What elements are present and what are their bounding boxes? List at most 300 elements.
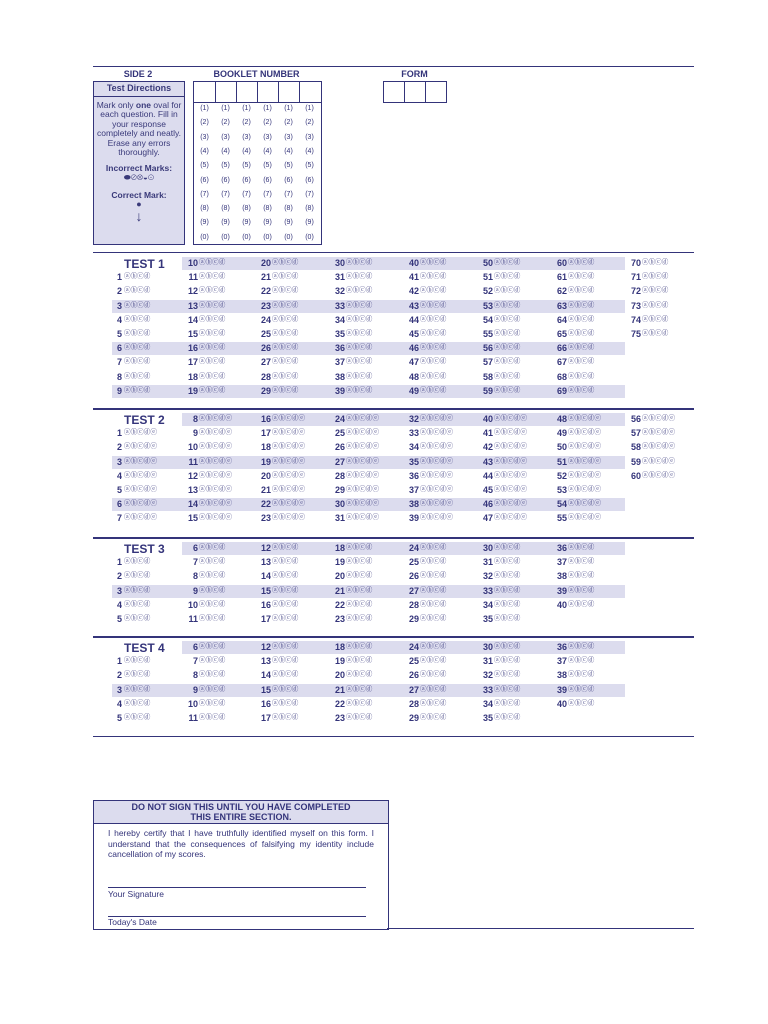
answer-ovals[interactable]: ⓐⓑⓒⓓ [199, 572, 226, 580]
answer-ovals[interactable]: ⓐⓑⓒⓓ [199, 643, 226, 650]
answer-ovals[interactable]: ⓐⓑⓒⓓ [272, 287, 299, 295]
answer-ovals[interactable]: ⓐⓑⓒⓓⓔ [199, 471, 232, 479]
answer-ovals[interactable]: ⓐⓑⓒⓓ [272, 259, 299, 266]
answer-ovals[interactable]: ⓐⓑⓒⓓ [124, 586, 151, 594]
answer-ovals[interactable]: ⓐⓑⓒⓓⓔ [124, 514, 157, 522]
grid-digit-oval[interactable]: (3) [242, 133, 251, 141]
answer-ovals[interactable]: ⓐⓑⓒⓓ [346, 643, 373, 650]
answer-ovals[interactable]: ⓐⓑⓒⓓ [568, 386, 595, 394]
answer-ovals[interactable]: ⓐⓑⓒⓓ [642, 330, 669, 337]
answer-ovals[interactable]: ⓐⓑⓒⓓⓔ [420, 486, 453, 493]
answer-ovals[interactable]: ⓐⓑⓒⓓ [346, 671, 373, 679]
grid-digit-oval[interactable]: (4) [263, 147, 272, 155]
grid-digit-oval[interactable]: (1) [221, 105, 230, 112]
grid-digit-oval[interactable]: (0) [200, 233, 209, 241]
question-number: 47 [482, 513, 493, 524]
answer-ovals[interactable]: ⓐⓑⓒⓓ [272, 615, 299, 622]
answer-ovals[interactable]: ⓐⓑⓒⓓ [568, 558, 595, 566]
answer-ovals[interactable]: ⓐⓑⓒⓓ [420, 671, 447, 679]
answer-ovals[interactable]: ⓐⓑⓒⓓⓔ [199, 443, 232, 451]
grid-digit-oval[interactable]: (9) [284, 219, 293, 227]
question-number: 51 [482, 272, 493, 283]
answer-ovals[interactable]: ⓐⓑⓒⓓ [346, 544, 373, 551]
grid-digit-oval[interactable]: (6) [200, 176, 209, 184]
answer-ovals[interactable]: ⓐⓑⓒⓓ [272, 657, 299, 665]
answer-ovals[interactable]: ⓐⓑⓒⓓ [199, 544, 226, 551]
answer-ovals[interactable]: ⓐⓑⓒⓓ [199, 372, 226, 380]
grid-digit-oval[interactable]: (2) [263, 119, 272, 127]
grid-digit-oval[interactable]: (3) [200, 133, 209, 141]
answer-ovals[interactable]: ⓐⓑⓒⓓ [346, 685, 373, 693]
grid-digit-oval[interactable]: (7) [305, 190, 314, 198]
answer-ovals[interactable]: ⓐⓑⓒⓓ [346, 558, 373, 566]
answer-ovals[interactable]: ⓐⓑⓒⓓ [199, 386, 226, 394]
answer-ovals[interactable]: ⓐⓑⓒⓓⓔ [420, 443, 453, 451]
answer-ovals[interactable]: ⓐⓑⓒⓓⓔ [494, 471, 527, 479]
answer-ovals[interactable]: ⓐⓑⓒⓓⓔ [494, 457, 527, 465]
answer-ovals[interactable]: ⓐⓑⓒⓓ [420, 315, 447, 323]
answer-ovals[interactable]: ⓐⓑⓒⓓⓔ [124, 486, 157, 493]
answer-ovals[interactable]: ⓐⓑⓒⓓ [568, 273, 595, 281]
answer-ovals[interactable]: ⓐⓑⓒⓓ [420, 330, 447, 337]
answer-ovals[interactable]: ⓐⓑⓒⓓ [568, 287, 595, 295]
answer-ovals[interactable]: ⓐⓑⓒⓓ [420, 287, 447, 295]
answer-ovals[interactable]: ⓐⓑⓒⓓ [124, 600, 151, 608]
answer-ovals[interactable]: ⓐⓑⓒⓓ [420, 685, 447, 693]
answer-ovals[interactable]: ⓐⓑⓒⓓⓔ [346, 514, 379, 522]
grid-digit-oval[interactable]: (6) [305, 176, 314, 184]
answer-ovals[interactable]: ⓐⓑⓒⓓ [272, 558, 299, 566]
grid-digit-oval[interactable]: (6) [284, 176, 293, 184]
answer-ovals[interactable]: ⓐⓑⓒⓓ [272, 699, 299, 707]
answer-ovals[interactable]: ⓐⓑⓒⓓⓔ [272, 429, 305, 437]
grid-digit-oval[interactable]: (4) [200, 147, 209, 155]
answer-ovals[interactable]: ⓐⓑⓒⓓ [199, 273, 226, 281]
answer-ovals[interactable]: ⓐⓑⓒⓓ [642, 287, 669, 295]
answer-ovals[interactable]: ⓐⓑⓒⓓ [199, 287, 226, 295]
grid-digit-oval[interactable]: (4) [221, 147, 230, 155]
grid-digit-oval[interactable]: (3) [305, 133, 314, 141]
answer-ovals[interactable]: ⓐⓑⓒⓓ [494, 386, 521, 394]
answer-ovals[interactable]: ⓐⓑⓒⓓ [494, 657, 521, 665]
answer-ovals[interactable]: ⓐⓑⓒⓓⓔ [494, 486, 527, 493]
grid-digit-oval[interactable]: (8) [263, 205, 272, 213]
answer-ovals[interactable]: ⓐⓑⓒⓓ [272, 330, 299, 337]
answer-ovals[interactable]: ⓐⓑⓒⓓⓔ [124, 443, 157, 451]
answer-ovals[interactable]: ⓐⓑⓒⓓⓔ [494, 443, 527, 451]
answer-ovals[interactable]: ⓐⓑⓒⓓ [124, 287, 151, 295]
answer-ovals[interactable]: ⓐⓑⓒⓓⓔ [272, 514, 305, 522]
answer-ovals[interactable]: ⓐⓑⓒⓓⓔ [199, 486, 232, 493]
answer-ovals[interactable]: ⓐⓑⓒⓓ [420, 344, 447, 352]
answer-ovals[interactable]: ⓐⓑⓒⓓ [272, 600, 299, 608]
answer-ovals[interactable]: ⓐⓑⓒⓓ [124, 344, 151, 352]
answer-ovals[interactable]: ⓐⓑⓒⓓ [494, 330, 521, 337]
answer-ovals[interactable]: ⓐⓑⓒⓓⓔ [642, 429, 675, 437]
grid-digit-oval[interactable]: (6) [263, 176, 272, 184]
answer-ovals[interactable]: ⓐⓑⓒⓓ [346, 315, 373, 323]
grid-digit-oval[interactable]: (9) [263, 219, 272, 227]
answer-ovals[interactable]: ⓐⓑⓒⓓⓔ [124, 457, 157, 465]
answer-ovals[interactable]: ⓐⓑⓒⓓ [199, 344, 226, 352]
answer-ovals[interactable]: ⓐⓑⓒⓓ [272, 685, 299, 693]
answer-ovals[interactable]: ⓐⓑⓒⓓⓔ [494, 429, 527, 437]
answer-ovals[interactable]: ⓐⓑⓒⓓ [494, 600, 521, 608]
answer-ovals[interactable]: ⓐⓑⓒⓓⓔ [642, 415, 675, 422]
answer-ovals[interactable]: ⓐⓑⓒⓓ [568, 259, 595, 266]
answer-ovals[interactable]: ⓐⓑⓒⓓⓔ [346, 443, 379, 451]
answer-ovals[interactable]: ⓐⓑⓒⓓⓔ [199, 500, 232, 508]
answer-ovals[interactable]: ⓐⓑⓒⓓⓔ [346, 500, 379, 508]
answer-ovals[interactable]: ⓐⓑⓒⓓ [568, 600, 595, 608]
answer-ovals[interactable]: ⓐⓑⓒⓓ [272, 386, 299, 394]
answer-ovals[interactable]: ⓐⓑⓒⓓ [420, 544, 447, 551]
question-number: 9 [192, 684, 198, 695]
answer-ovals[interactable]: ⓐⓑⓒⓓⓔ [642, 443, 675, 451]
grid-digit-oval[interactable]: (5) [263, 162, 272, 170]
grid-digit-oval[interactable]: (0) [284, 233, 293, 241]
answer-ovals[interactable]: ⓐⓑⓒⓓⓔ [199, 457, 232, 465]
answer-ovals[interactable]: ⓐⓑⓒⓓ [494, 544, 521, 551]
answer-ovals[interactable]: ⓐⓑⓒⓓ [642, 273, 669, 281]
answer-ovals[interactable]: ⓐⓑⓒⓓ [124, 699, 151, 707]
grid-digit-oval[interactable]: (1) [242, 105, 251, 112]
answer-ovals[interactable]: ⓐⓑⓒⓓ [568, 344, 595, 352]
grid-digit-oval[interactable]: (0) [221, 233, 230, 241]
answer-ovals[interactable]: ⓐⓑⓒⓓ [199, 558, 226, 566]
answer-ovals[interactable]: ⓐⓑⓒⓓⓔ [346, 486, 379, 493]
grid-digit-oval[interactable]: (2) [200, 119, 209, 127]
answer-ovals[interactable]: ⓐⓑⓒⓓⓔ [272, 415, 305, 422]
answer-ovals[interactable]: ⓐⓑⓒⓓ [642, 259, 669, 266]
answer-ovals[interactable]: ⓐⓑⓒⓓ [124, 558, 151, 566]
answer-ovals[interactable]: ⓐⓑⓒⓓ [420, 572, 447, 580]
grid-digit-oval[interactable]: (4) [305, 147, 314, 155]
answer-ovals[interactable]: ⓐⓑⓒⓓⓔ [420, 429, 453, 437]
grid-digit-oval[interactable]: (2) [305, 119, 314, 127]
question-number: 7 [116, 357, 122, 368]
answer-ovals[interactable]: ⓐⓑⓒⓓ [494, 685, 521, 693]
grid-digit-oval[interactable]: (6) [221, 176, 230, 184]
answer-ovals[interactable]: ⓐⓑⓒⓓ [346, 699, 373, 707]
answer-ovals[interactable]: ⓐⓑⓒⓓ [346, 586, 373, 594]
answer-ovals[interactable]: ⓐⓑⓒⓓ [494, 273, 521, 281]
answer-ovals[interactable]: ⓐⓑⓒⓓ [346, 657, 373, 665]
answer-ovals[interactable]: ⓐⓑⓒⓓ [124, 315, 151, 323]
answer-ovals[interactable]: ⓐⓑⓒⓓⓔ [494, 500, 527, 508]
answer-ovals[interactable]: ⓐⓑⓒⓓ [494, 671, 521, 679]
section-rule [93, 636, 694, 638]
grid-digit-oval[interactable]: (7) [263, 190, 272, 198]
answer-ovals[interactable]: ⓐⓑⓒⓓ [494, 358, 521, 366]
grid-digit-oval[interactable]: (8) [221, 205, 230, 213]
grid-digit-oval[interactable]: (6) [242, 176, 251, 184]
answer-ovals[interactable]: ⓐⓑⓒⓓ [568, 685, 595, 693]
answer-ovals[interactable]: ⓐⓑⓒⓓⓔ [272, 500, 305, 508]
answer-ovals[interactable]: ⓐⓑⓒⓓ [272, 714, 299, 721]
question-number: 3 [116, 684, 122, 695]
grid-digit-oval[interactable]: (0) [242, 233, 251, 241]
answer-ovals[interactable]: ⓐⓑⓒⓓⓔ [568, 486, 601, 493]
grid-digit-oval[interactable]: (8) [200, 205, 209, 213]
answer-ovals[interactable]: ⓐⓑⓒⓓⓔ [568, 429, 601, 437]
answer-ovals[interactable]: ⓐⓑⓒⓓⓔ [494, 514, 527, 522]
answer-ovals[interactable]: ⓐⓑⓒⓓⓔ [420, 471, 453, 479]
answer-ovals[interactable]: ⓐⓑⓒⓓ [346, 287, 373, 295]
answer-ovals[interactable]: ⓐⓑⓒⓓ [346, 358, 373, 366]
grid-digit-oval[interactable]: (1) [200, 105, 209, 112]
question-number: 15 [260, 585, 271, 596]
grid-digit-oval[interactable]: (5) [200, 162, 209, 170]
answer-ovals[interactable]: ⓐⓑⓒⓓ [124, 671, 151, 679]
answer-ovals[interactable]: ⓐⓑⓒⓓ [199, 600, 226, 608]
answer-ovals[interactable]: ⓐⓑⓒⓓⓔ [420, 500, 453, 508]
answer-ovals[interactable]: ⓐⓑⓒⓓ [568, 586, 595, 594]
grid-digit-oval[interactable]: (5) [221, 162, 230, 170]
grid-digit-oval[interactable]: (8) [242, 205, 251, 213]
answer-ovals[interactable]: ⓐⓑⓒⓓ [199, 315, 226, 323]
answer-ovals[interactable]: ⓐⓑⓒⓓ [420, 699, 447, 707]
answer-ovals[interactable]: ⓐⓑⓒⓓ [420, 586, 447, 594]
answer-ovals[interactable]: ⓐⓑⓒⓓ [494, 301, 521, 309]
answer-ovals[interactable]: ⓐⓑⓒⓓ [272, 344, 299, 352]
grid-digit-oval[interactable]: (7) [200, 190, 209, 198]
grid-digit-oval[interactable]: (7) [284, 190, 293, 198]
answer-ovals[interactable]: ⓐⓑⓒⓓ [272, 372, 299, 380]
answer-ovals[interactable]: ⓐⓑⓒⓓ [494, 572, 521, 580]
answer-ovals[interactable]: ⓐⓑⓒⓓ [420, 358, 447, 366]
grid-digit-oval[interactable]: (7) [221, 190, 230, 198]
answer-ovals[interactable]: ⓐⓑⓒⓓ [420, 301, 447, 309]
answer-ovals[interactable]: ⓐⓑⓒⓓⓔ [642, 457, 675, 465]
answer-ovals[interactable]: ⓐⓑⓒⓓ [568, 372, 595, 380]
answer-ovals[interactable]: ⓐⓑⓒⓓ [199, 586, 226, 594]
answer-ovals[interactable]: ⓐⓑⓒⓓⓔ [346, 415, 379, 422]
answer-ovals[interactable]: ⓐⓑⓒⓓ [568, 657, 595, 665]
answer-ovals[interactable]: ⓐⓑⓒⓓⓔ [420, 514, 453, 522]
question-number: 61 [556, 272, 567, 283]
answer-ovals[interactable]: ⓐⓑⓒⓓ [568, 358, 595, 366]
question-number: 30 [482, 543, 493, 553]
answer-ovals[interactable]: ⓐⓑⓒⓓ [199, 301, 226, 309]
answer-ovals[interactable]: ⓐⓑⓒⓓ [420, 600, 447, 608]
answer-ovals[interactable]: ⓐⓑⓒⓓⓔ [199, 429, 232, 437]
answer-ovals[interactable]: ⓐⓑⓒⓓ [346, 572, 373, 580]
answer-ovals[interactable]: ⓐⓑⓒⓓⓔ [124, 429, 157, 437]
answer-ovals[interactable]: ⓐⓑⓒⓓ [346, 714, 373, 721]
grid-digit-oval[interactable]: (2) [242, 119, 251, 127]
answer-ovals[interactable]: ⓐⓑⓒⓓ [346, 273, 373, 281]
answer-ovals[interactable]: ⓐⓑⓒⓓ [420, 259, 447, 266]
answer-ovals[interactable]: ⓐⓑⓒⓓ [199, 259, 226, 266]
answer-ovals[interactable]: ⓐⓑⓒⓓ [272, 273, 299, 281]
answer-ovals[interactable]: ⓐⓑⓒⓓ [346, 600, 373, 608]
grid-digit-oval[interactable]: (5) [242, 162, 251, 170]
answer-ovals[interactable]: ⓐⓑⓒⓓⓔ [124, 500, 157, 508]
question-number: 36 [408, 470, 419, 481]
answer-ovals[interactable]: ⓐⓑⓒⓓⓔ [568, 457, 601, 465]
grid-digit-oval[interactable]: (9) [305, 219, 314, 227]
answer-ovals[interactable]: ⓐⓑⓒⓓ [346, 615, 373, 622]
answer-ovals[interactable]: ⓐⓑⓒⓓ [124, 615, 151, 622]
grid-digit-oval[interactable]: (3) [284, 133, 293, 141]
answer-ovals[interactable]: ⓐⓑⓒⓓ [642, 301, 669, 309]
answer-ovals[interactable]: ⓐⓑⓒⓓ [124, 330, 151, 337]
form-box-3[interactable] [425, 81, 447, 103]
answer-ovals[interactable]: ⓐⓑⓒⓓ [568, 643, 595, 650]
grid-digit-oval[interactable]: (4) [284, 147, 293, 155]
question-number: 32 [408, 414, 419, 424]
answer-ovals[interactable]: ⓐⓑⓒⓓⓔ [568, 471, 601, 479]
answer-ovals[interactable]: ⓐⓑⓒⓓ [346, 330, 373, 337]
answer-ovals[interactable]: ⓐⓑⓒⓓ [568, 572, 595, 580]
answer-ovals[interactable]: ⓐⓑⓒⓓ [420, 615, 447, 622]
answer-ovals[interactable]: ⓐⓑⓒⓓ [199, 685, 226, 693]
question-number: 34 [408, 442, 419, 453]
answer-ovals[interactable]: ⓐⓑⓒⓓ [568, 330, 595, 337]
answer-ovals[interactable]: ⓐⓑⓒⓓ [272, 301, 299, 309]
answer-ovals[interactable]: ⓐⓑⓒⓓⓔ [568, 514, 601, 522]
grid-digit-oval[interactable]: (9) [242, 219, 251, 227]
answer-ovals[interactable]: ⓐⓑⓒⓓ [420, 558, 447, 566]
question-number: 27 [260, 357, 271, 368]
question-number: 14 [187, 499, 198, 510]
answer-ovals[interactable]: ⓐⓑⓒⓓ [494, 586, 521, 594]
question-number: 30 [334, 499, 345, 510]
answer-ovals[interactable]: ⓐⓑⓒⓓ [494, 315, 521, 323]
answer-ovals[interactable]: ⓐⓑⓒⓓ [346, 344, 373, 352]
answer-ovals[interactable]: ⓐⓑⓒⓓ [272, 544, 299, 551]
grid-digit-oval[interactable]: (1) [284, 105, 293, 112]
answer-ovals[interactable]: ⓐⓑⓒⓓ [642, 315, 669, 323]
answer-ovals[interactable]: ⓐⓑⓒⓓ [199, 699, 226, 707]
answer-ovals[interactable]: ⓐⓑⓒⓓ [346, 259, 373, 266]
answer-ovals[interactable]: ⓐⓑⓒⓓ [568, 301, 595, 309]
grid-digit-oval[interactable]: (8) [305, 205, 314, 213]
answer-ovals[interactable]: ⓐⓑⓒⓓ [494, 699, 521, 707]
answer-ovals[interactable]: ⓐⓑⓒⓓⓔ [272, 471, 305, 479]
answer-ovals[interactable]: ⓐⓑⓒⓓ [272, 671, 299, 679]
section-rule [93, 537, 694, 539]
answer-ovals[interactable]: ⓐⓑⓒⓓ [272, 586, 299, 594]
answer-ovals[interactable]: ⓐⓑⓒⓓ [420, 714, 447, 721]
answer-ovals[interactable]: ⓐⓑⓒⓓ [494, 714, 521, 721]
answer-ovals[interactable]: ⓐⓑⓒⓓ [199, 671, 226, 679]
answer-ovals[interactable]: ⓐⓑⓒⓓ [124, 386, 151, 394]
answer-ovals[interactable]: ⓐⓑⓒⓓⓔ [420, 457, 453, 465]
answer-ovals[interactable]: ⓐⓑⓒⓓ [272, 315, 299, 323]
answer-ovals[interactable]: ⓐⓑⓒⓓ [494, 558, 521, 566]
question-number: 12 [260, 642, 271, 652]
answer-ovals[interactable]: ⓐⓑⓒⓓ [420, 273, 447, 281]
answer-ovals[interactable]: ⓐⓑⓒⓓ [124, 685, 151, 693]
answer-ovals[interactable]: ⓐⓑⓒⓓ [346, 386, 373, 394]
answer-ovals[interactable]: ⓐⓑⓒⓓⓔ [568, 415, 601, 422]
answer-ovals[interactable]: ⓐⓑⓒⓓⓔ [199, 415, 232, 422]
answer-ovals[interactable]: ⓐⓑⓒⓓ [494, 344, 521, 352]
answer-ovals[interactable]: ⓐⓑⓒⓓ [568, 699, 595, 707]
answer-ovals[interactable]: ⓐⓑⓒⓓⓔ [494, 415, 527, 422]
answer-ovals[interactable]: ⓐⓑⓒⓓⓔ [346, 429, 379, 437]
answer-ovals[interactable]: ⓐⓑⓒⓓ [199, 615, 226, 622]
grid-digit-oval[interactable]: (9) [200, 219, 209, 227]
grid-digit-oval[interactable]: (2) [284, 119, 293, 127]
signature-line[interactable] [108, 887, 366, 888]
grid-digit-oval[interactable]: (0) [305, 233, 314, 241]
answer-ovals[interactable]: ⓐⓑⓒⓓ [494, 615, 521, 622]
answer-ovals[interactable]: ⓐⓑⓒⓓⓔ [199, 514, 232, 522]
answer-ovals[interactable]: ⓐⓑⓒⓓ [124, 714, 151, 721]
answer-ovals[interactable]: ⓐⓑⓒⓓ [420, 657, 447, 665]
answer-ovals[interactable]: ⓐⓑⓒⓓ [568, 315, 595, 323]
grid-digit-oval[interactable]: (0) [263, 233, 272, 241]
grid-digit-oval[interactable]: (5) [305, 162, 314, 170]
form-box-2[interactable] [404, 81, 426, 103]
answer-ovals[interactable]: ⓐⓑⓒⓓ [124, 572, 151, 580]
answer-ovals[interactable]: ⓐⓑⓒⓓ [272, 572, 299, 580]
grid-digit-oval[interactable]: (4) [242, 147, 251, 155]
grid-digit-oval[interactable]: (3) [221, 133, 230, 141]
answer-ovals[interactable]: ⓐⓑⓒⓓⓔ [346, 457, 379, 465]
answer-ovals[interactable]: ⓐⓑⓒⓓ [199, 657, 226, 665]
answer-ovals[interactable]: ⓐⓑⓒⓓ [420, 386, 447, 394]
answer-ovals[interactable]: ⓐⓑⓒⓓ [494, 259, 521, 266]
form-box-1[interactable] [383, 81, 405, 103]
answer-ovals[interactable]: ⓐⓑⓒⓓ [568, 671, 595, 679]
answer-ovals[interactable]: ⓐⓑⓒⓓ [199, 330, 226, 337]
answer-ovals[interactable]: ⓐⓑⓒⓓ [494, 643, 521, 650]
answer-ovals[interactable]: ⓐⓑⓒⓓ [199, 358, 226, 366]
answer-ovals[interactable]: ⓐⓑⓒⓓ [346, 301, 373, 309]
answer-ovals[interactable]: ⓐⓑⓒⓓ [124, 358, 151, 366]
grid-digit-oval[interactable]: (3) [263, 133, 272, 141]
answer-ovals[interactable]: ⓐⓑⓒⓓ [124, 657, 151, 665]
answer-ovals[interactable]: ⓐⓑⓒⓓⓔ [568, 500, 601, 508]
answer-ovals[interactable]: ⓐⓑⓒⓓ [494, 372, 521, 380]
booklet-number-grid[interactable] [193, 81, 322, 245]
answer-ovals[interactable]: ⓐⓑⓒⓓ [494, 287, 521, 295]
question-number: 4 [116, 470, 122, 481]
answer-ovals[interactable]: ⓐⓑⓒⓓ [272, 358, 299, 366]
answer-ovals[interactable]: ⓐⓑⓒⓓ [420, 372, 447, 380]
answer-ovals[interactable]: ⓐⓑⓒⓓⓔ [124, 471, 157, 479]
question-number: 29 [408, 713, 419, 723]
answer-ovals[interactable]: ⓐⓑⓒⓓⓔ [642, 471, 675, 479]
answer-ovals[interactable]: ⓐⓑⓒⓓ [124, 372, 151, 380]
answer-ovals[interactable]: ⓐⓑⓒⓓⓔ [568, 443, 601, 451]
grid-digit-oval[interactable]: (7) [242, 190, 251, 198]
answer-ovals[interactable]: ⓐⓑⓒⓓ [420, 643, 447, 650]
grid-digit-oval[interactable]: (8) [284, 205, 293, 213]
answer-ovals[interactable]: ⓐⓑⓒⓓⓔ [346, 471, 379, 479]
answer-ovals[interactable]: ⓐⓑⓒⓓ [199, 714, 226, 721]
answer-ovals[interactable]: ⓐⓑⓒⓓ [124, 273, 151, 281]
answer-ovals[interactable]: ⓐⓑⓒⓓⓔ [272, 486, 305, 493]
answer-ovals[interactable]: ⓐⓑⓒⓓ [568, 544, 595, 551]
grid-digit-oval[interactable]: (1) [305, 105, 314, 112]
answer-ovals[interactable]: ⓐⓑⓒⓓ [272, 643, 299, 650]
grid-digit-oval[interactable]: (1) [263, 105, 272, 112]
grid-digit-oval[interactable]: (9) [221, 219, 230, 227]
answer-ovals[interactable]: ⓐⓑⓒⓓ [124, 301, 151, 309]
answer-ovals[interactable]: ⓐⓑⓒⓓⓔ [272, 443, 305, 451]
answer-ovals[interactable]: ⓐⓑⓒⓓⓔ [420, 415, 453, 422]
grid-digit-oval[interactable]: (2) [221, 119, 230, 127]
answer-ovals[interactable]: ⓐⓑⓒⓓⓔ [272, 457, 305, 465]
answer-ovals[interactable]: ⓐⓑⓒⓓ [346, 372, 373, 380]
grid-digit-oval[interactable]: (5) [284, 162, 293, 170]
correct-mark-example: ● [136, 199, 142, 209]
